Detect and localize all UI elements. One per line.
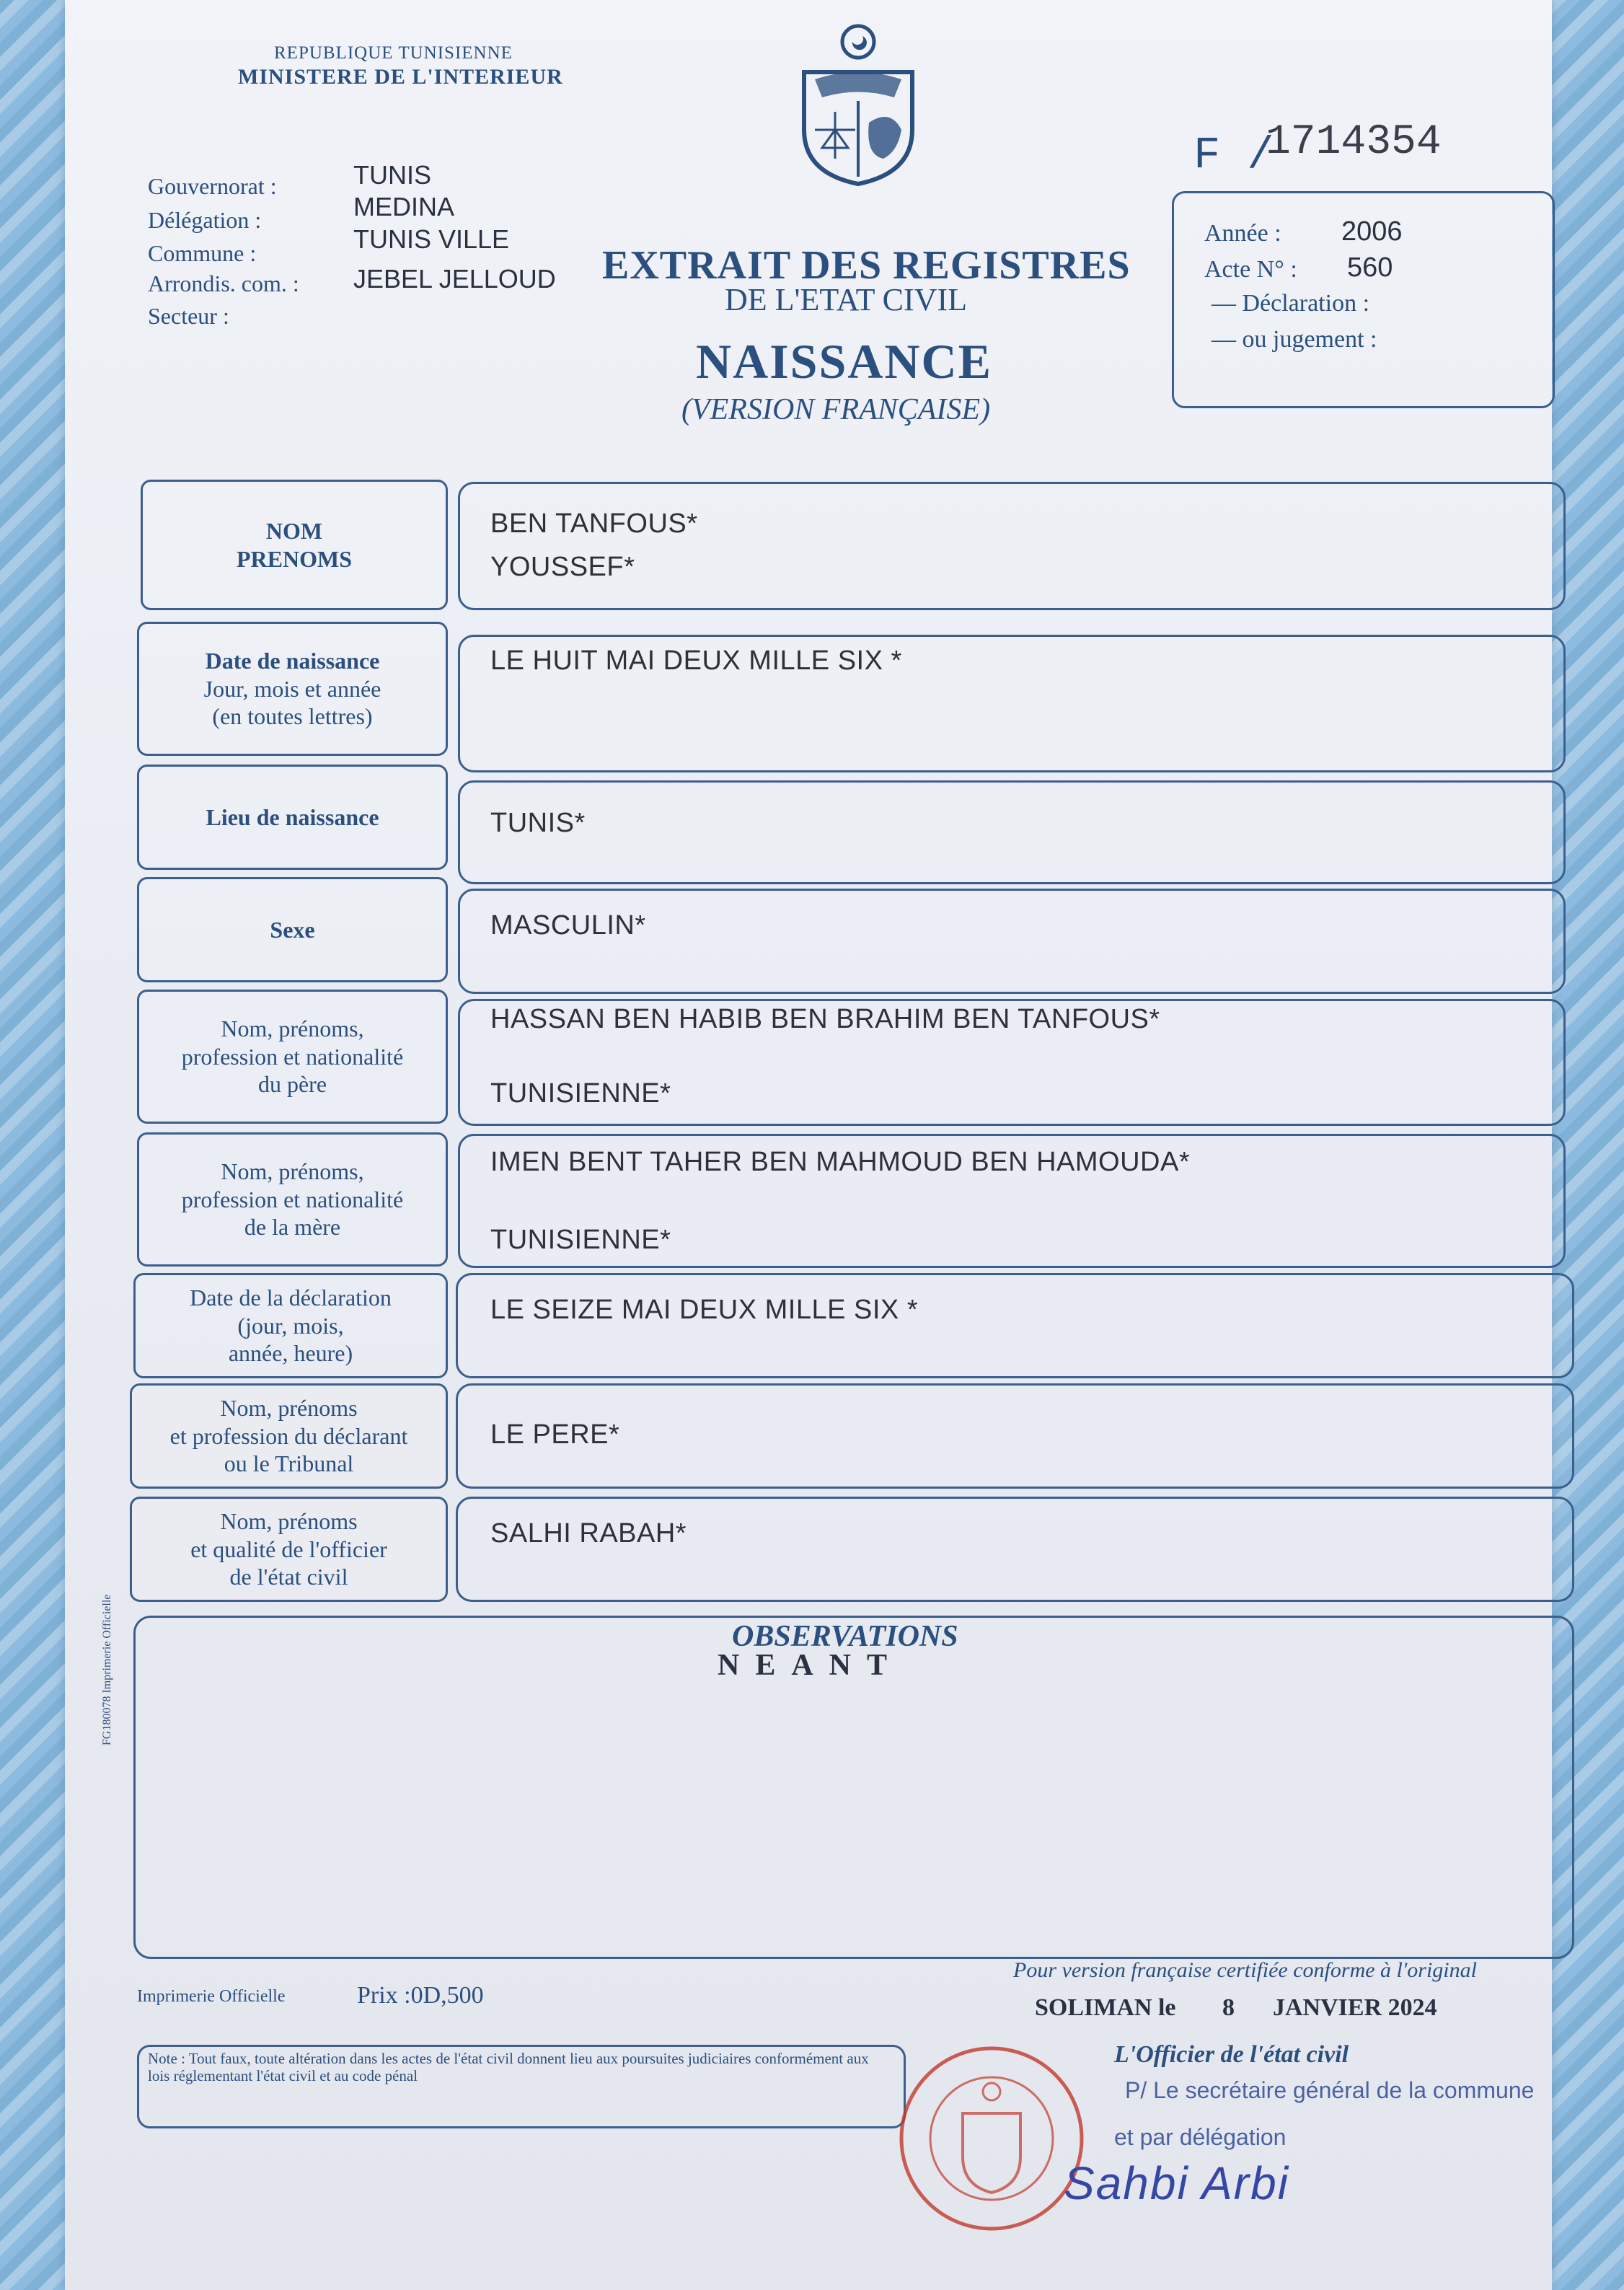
declaration-value: LE SEIZE MAI DEUX MILLE SIX * (490, 1295, 919, 1325)
prenoms-value: YOUSSEF* (490, 552, 635, 582)
date-naissance-value: LE HUIT MAI DEUX MILLE SIX * (490, 646, 902, 676)
declaration-label-line3: année, heure) (228, 1340, 353, 1367)
officier-label-box (130, 1497, 448, 1602)
price-label: Prix :0D,500 (357, 1982, 484, 2009)
signature: Sahbi Arbi (1064, 2157, 1289, 2209)
commune-label: Commune : (148, 240, 257, 266)
certification-text: Pour version française certifiée conforme à l'original (1013, 1958, 1477, 1982)
commune-value: TUNIS VILLE (353, 224, 510, 254)
declarant-label-line2: et profession du déclarant (169, 1422, 408, 1449)
declaration-label-line1: Date de la déclaration (190, 1285, 392, 1311)
lieu-naissance-value: TUNIS* (490, 808, 586, 838)
delegation-value: MEDINA (353, 192, 455, 221)
declarant-label-line3: ou le Tribunal (224, 1450, 354, 1477)
pere-label-box (137, 990, 448, 1124)
stamp-line-2: et par délégation (1114, 2124, 1287, 2150)
officier-value: SALHI RABAH* (490, 1518, 687, 1549)
sexe-value: MASCULIN* (490, 910, 646, 941)
declarant-value: LE PERE* (490, 1419, 620, 1450)
observations-value: NEANT (718, 1649, 904, 1682)
official-seal-icon (894, 2041, 1089, 2236)
officier-label-line1: Nom, prénoms (220, 1508, 358, 1535)
mere-label-line2: profession et nationalité (181, 1186, 404, 1212)
jugement-type-label: — ou jugement : (1212, 326, 1377, 353)
secteur-label: Secteur : (148, 303, 229, 329)
issue-month-year: JANVIER 2024 (1273, 1994, 1437, 2021)
officier-label-line3: de l'état civil (229, 1564, 348, 1590)
sexe-label: Sexe (270, 916, 315, 943)
declaration-value-box (456, 1273, 1574, 1378)
serial-number: 1714354 (1266, 119, 1442, 166)
gouvernorat-value: TUNIS (353, 160, 431, 190)
lieu-naissance-label-box (137, 765, 448, 870)
nom-label: NOM (265, 518, 323, 545)
serial-prefix: F / (1193, 130, 1274, 181)
document-title: EXTRAIT DES REGISTRES (602, 243, 1131, 288)
mere-label-line1: Nom, prénoms, (221, 1158, 364, 1185)
date-naissance-sublabel: Jour, mois et année (203, 675, 381, 702)
mere-label-box (137, 1132, 448, 1267)
observations-title: OBSERVATIONS (732, 1620, 958, 1653)
issue-day: 8 (1222, 1994, 1235, 2021)
date-naissance-label-box (137, 622, 448, 756)
mere-nationalite-value: TUNISIENNE* (490, 1225, 671, 1255)
stamp-line-1: P/ Le secrétaire général de la commune (1125, 2077, 1535, 2103)
nom-value: BEN TANFOUS* (490, 508, 698, 539)
side-print-reference: FG180078 Imprimerie Officielle (101, 1594, 113, 1745)
pere-label-line2: profession et nationalité (181, 1043, 404, 1070)
declarant-value-box (456, 1383, 1574, 1489)
sexe-label-box (137, 877, 448, 982)
mere-label-line3: de la mère (244, 1214, 341, 1241)
annee-value: 2006 (1341, 216, 1403, 247)
gouvernorat-label: Gouvernorat : (148, 173, 277, 199)
pere-nom-value: HASSAN BEN HABIB BEN BRAHIM BEN TANFOUS* (490, 1004, 1160, 1034)
declaration-label-box (133, 1273, 448, 1378)
arrondissement-label: Arrondis. com. : (148, 270, 299, 296)
sexe-value-box (458, 889, 1566, 994)
legal-note-text: Note : Tout faux, toute altération dans les actes de l'état civil donnent lieu aux poursuites judiciaires conformément aux lois réglementant l'état civil et au code pénal (148, 2050, 869, 2085)
pere-nationalite-value: TUNISIENNE* (490, 1078, 671, 1109)
pere-label-line1: Nom, prénoms, (221, 1016, 364, 1042)
imprimerie-label: Imprimerie Officielle (137, 1987, 286, 2006)
prenoms-label: PRENOMS (237, 545, 352, 572)
pere-label-line3: du père (257, 1071, 327, 1098)
arrondissement-value: JEBEL JELLOUD (353, 264, 556, 294)
date-naissance-hint: (en toutes lettres) (212, 703, 373, 730)
document-subtitle: DE L'ETAT CIVIL (725, 282, 967, 317)
nom-prenoms-value-box (458, 482, 1566, 610)
document-type: NAISSANCE (696, 334, 992, 389)
acte-number-label: Acte N° : (1204, 256, 1297, 283)
republic-heading: REPUBLIQUE TUNISIENNE (274, 43, 513, 63)
acte-number-value: 560 (1347, 252, 1393, 283)
officer-title: L'Officier de l'état civil (1114, 2041, 1349, 2068)
declarant-label-box (130, 1383, 448, 1489)
declaration-label-line2: (jour, mois, (237, 1312, 344, 1339)
lieu-naissance-label: Lieu de naissance (206, 803, 379, 830)
issue-place: SOLIMAN le (1035, 1994, 1176, 2021)
lieu-naissance-value-box (458, 780, 1566, 884)
officier-label-line2: et qualité de l'officier (190, 1536, 387, 1562)
annee-label: Année : (1204, 220, 1281, 247)
declaration-type-label: — Déclaration : (1212, 290, 1370, 317)
version-label: (VERSION FRANÇAISE) (681, 393, 991, 426)
declarant-label-line1: Nom, prénoms (220, 1395, 358, 1422)
ministry-heading: MINISTERE DE L'INTERIEUR (238, 65, 563, 89)
delegation-label: Délégation : (148, 207, 262, 233)
officier-value-box (456, 1497, 1574, 1602)
coat-of-arms-icon (786, 22, 930, 188)
mere-nom-value: IMEN BENT TAHER BEN MAHMOUD BEN HAMOUDA* (490, 1147, 1191, 1177)
nom-prenoms-label-box (141, 480, 448, 610)
date-naissance-label: Date de naissance (205, 648, 380, 674)
